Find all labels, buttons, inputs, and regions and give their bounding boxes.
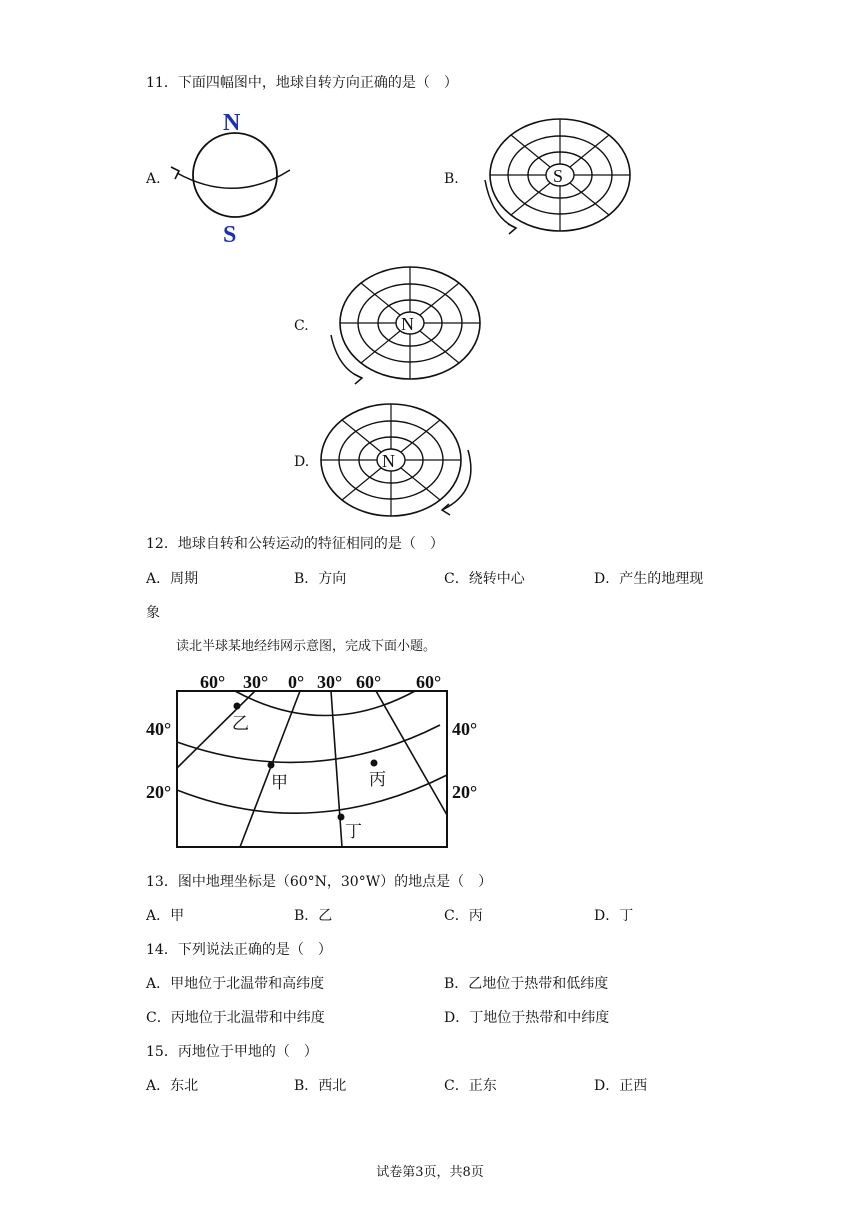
q15-option-d: D．正西 bbox=[594, 1078, 648, 1094]
q15-option-a: A．东北 bbox=[146, 1078, 199, 1094]
q12-option-c: C．绕转中心 bbox=[444, 571, 525, 587]
q13-option-a: A．甲 bbox=[146, 908, 185, 924]
point-jia-label: 甲 bbox=[271, 773, 288, 793]
north-pole-center-label: N bbox=[382, 451, 395, 471]
q12-option-d-overflow: 象 bbox=[146, 605, 160, 621]
point-bing-label: 丙 bbox=[369, 770, 386, 790]
q13-stem: 13．图中地理坐标是（60°N，30°W）的地点是（ ） bbox=[146, 874, 493, 890]
lon-label: 0° bbox=[288, 672, 305, 692]
q14-option-c: C．丙地位于北温带和中纬度 bbox=[146, 1010, 325, 1026]
lat-label-left: 40° bbox=[146, 719, 172, 739]
q11-stem: 11．下面四幅图中，地球自转方向正确的是（ ） bbox=[146, 75, 458, 91]
q11-option-d-label: D. bbox=[294, 454, 310, 470]
q12-option-b: B．方向 bbox=[294, 571, 347, 587]
q13-option-c: C．丙 bbox=[444, 908, 483, 924]
lon-label: 60° bbox=[356, 672, 382, 692]
q13-option-d: D．丁 bbox=[594, 908, 634, 924]
q13-option-b: B．乙 bbox=[294, 908, 333, 924]
q11-polar-diagram-b bbox=[478, 118, 638, 238]
q15-option-b: B．西北 bbox=[294, 1078, 347, 1094]
q11-polar-diagram-d bbox=[318, 400, 488, 525]
point-yi-label: 乙 bbox=[232, 714, 249, 734]
q14-stem: 14．下列说法正确的是（ ） bbox=[146, 942, 332, 958]
north-pole-label: N bbox=[223, 110, 241, 136]
q12-stem: 12．地球自转和公转运动的特征相同的是（ ） bbox=[146, 536, 444, 552]
q11-polar-diagram-c bbox=[322, 265, 487, 390]
lat-label-right: 40° bbox=[452, 719, 478, 739]
q12-option-a: A．周期 bbox=[146, 571, 199, 587]
south-pole-center-label: S bbox=[553, 166, 564, 186]
q11-globe-diagram-a bbox=[165, 105, 305, 250]
q11-option-a-label: A. bbox=[146, 171, 161, 187]
q15-option-c: C．正东 bbox=[444, 1078, 497, 1094]
lon-label: 60° bbox=[416, 672, 442, 692]
q14-option-b: B．乙地位于热带和低纬度 bbox=[444, 976, 609, 992]
map-intro-text: 读北半球某地经纬网示意图，完成下面小题。 bbox=[176, 639, 437, 654]
south-pole-label: S bbox=[223, 222, 237, 248]
lon-label: 30° bbox=[243, 672, 269, 692]
q12-option-d: D．产生的地理现 bbox=[594, 571, 704, 587]
q15-stem: 15．丙地位于甲地的（ ） bbox=[146, 1044, 318, 1060]
point-ding-label: 丁 bbox=[345, 822, 362, 842]
q11-option-c-label: C. bbox=[294, 318, 309, 334]
lat-label-right: 20° bbox=[452, 782, 478, 802]
page-footer: 试卷第3页，共8页 bbox=[376, 1165, 484, 1180]
lat-label-left: 20° bbox=[146, 782, 172, 802]
graticule-map bbox=[140, 665, 490, 855]
lon-label: 60° bbox=[200, 672, 226, 692]
q11-option-b-label: B. bbox=[444, 171, 459, 187]
lon-label: 30° bbox=[317, 672, 343, 692]
q14-option-d: D．丁地位于热带和中纬度 bbox=[444, 1010, 610, 1026]
north-pole-center-label: N bbox=[401, 314, 414, 334]
q14-option-a: A．甲地位于北温带和高纬度 bbox=[146, 976, 325, 992]
